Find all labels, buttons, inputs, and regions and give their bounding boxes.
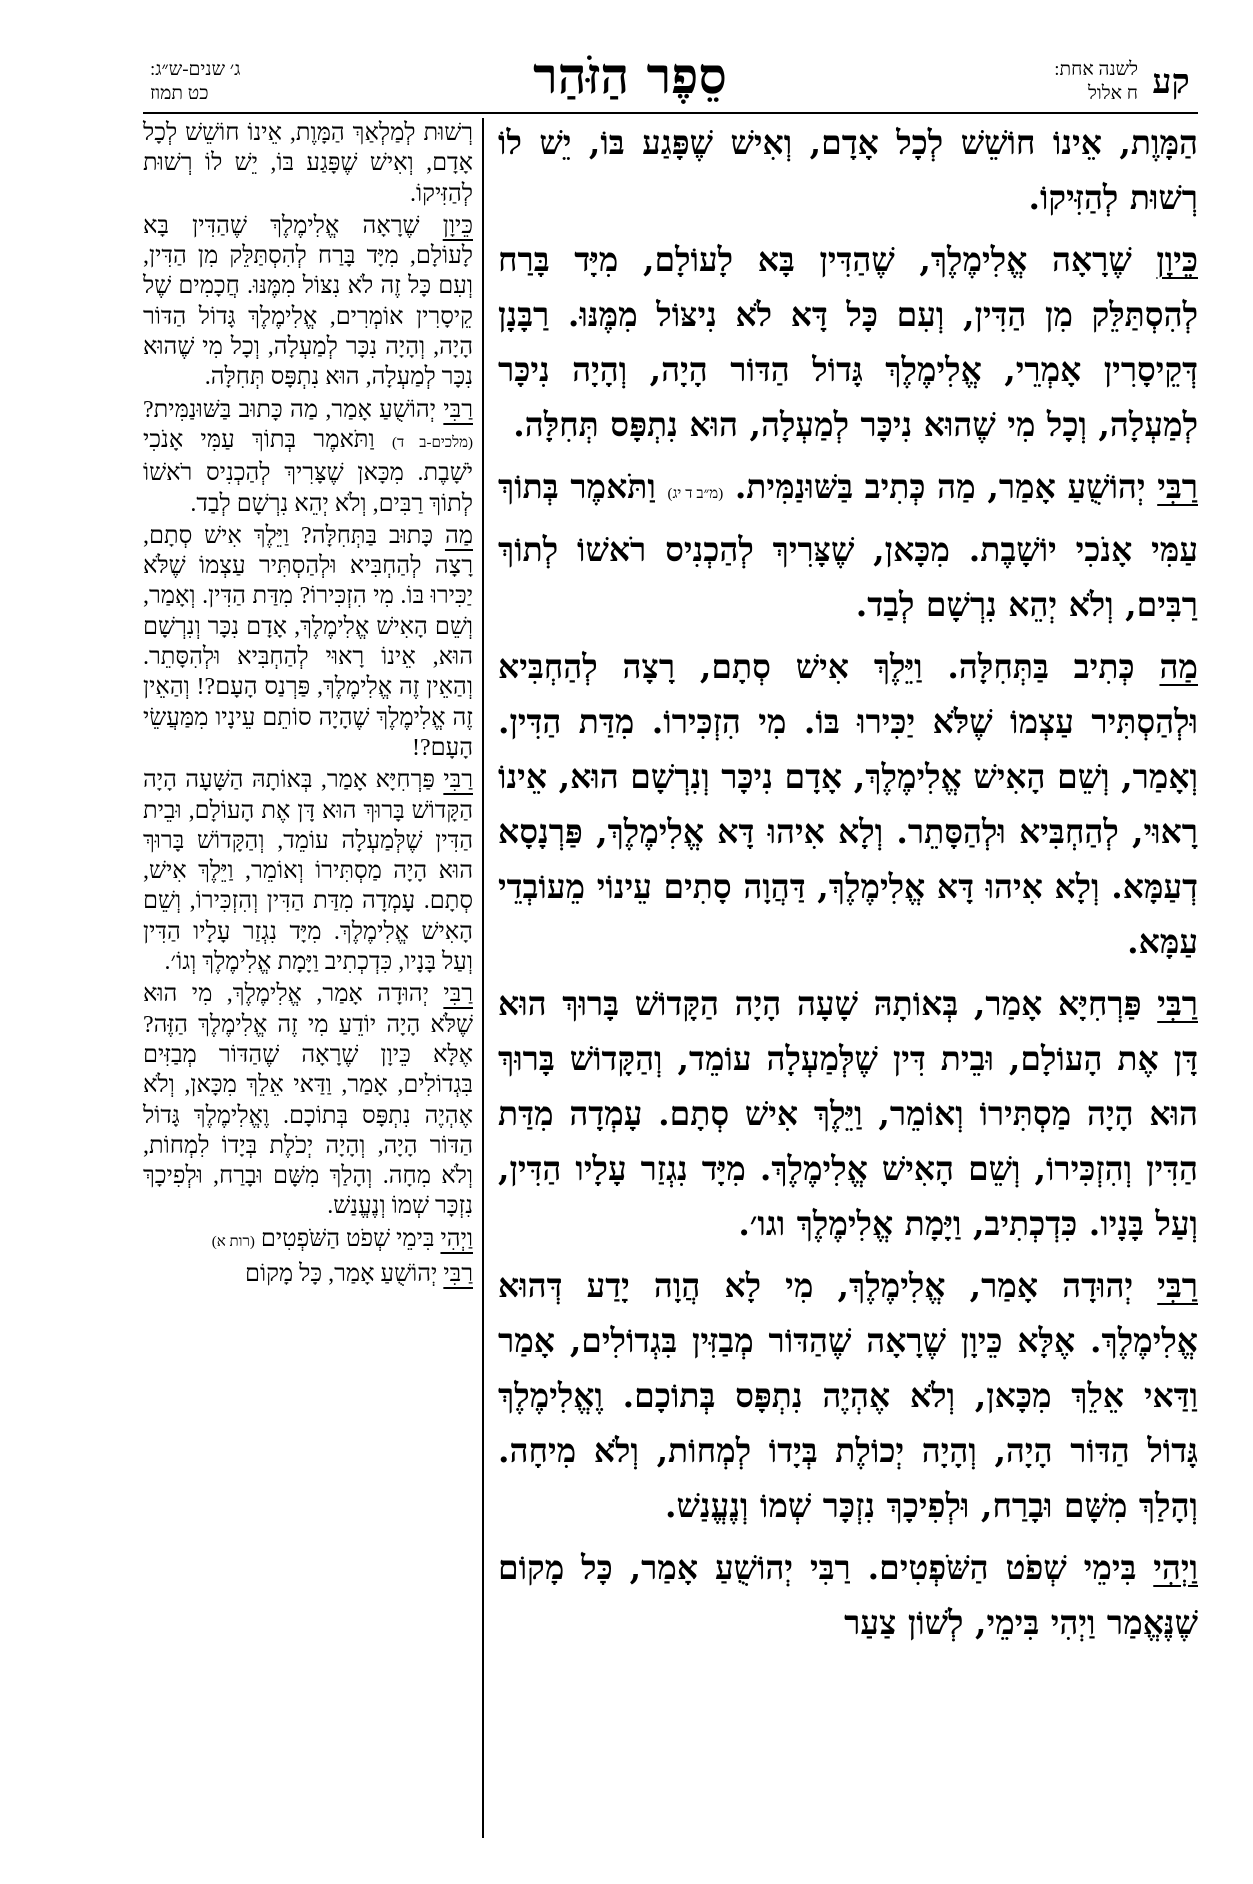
- side-paragraph: [143, 395, 473, 519]
- side-paragraph: [143, 118, 473, 209]
- header-right-line1: לשנה אחת:: [1054, 59, 1138, 80]
- main-paragraph: [498, 976, 1198, 1251]
- side-paragraph: [143, 979, 473, 1221]
- paragraph-text: בִּימֵי שְׁפֹט הַשֹּׁפְטִים. רַבִּי יְהוֹשֻׁעַ אָמַר, כָּל מָקוֹם שֶׁנֶּאֱמַר וַיְהִי בִּימֵי, לְשׁוֹן צַעַר: [498, 1548, 1198, 1642]
- opening-word: וַיְהִי: [440, 1225, 473, 1252]
- paragraph-text: שֶׁרָאָה אֱלִימֶלֶךְ, שֶׁהַדִּין בָּא לָעוֹלָם, מִיָּד בָּרַח לְהִסְתַּלֵּק מִן הַדִּין, וְעִם כָּל דָּא לֹא נִיצּוֹל מִמֶּנּוּ. רַבָּנָן דְּקֵיסָרִין אָמְרֵי, אֱלִימֶלֶךְ גָּדוֹל הַדּוֹר הָיָה, וְהָיָה נִיכָּר לְמַעְלָה, וְכָל מִי שֶׁהוּא נִיכָּר לְמַעְלָה, הוּא נִתְפָּס תְּחִלָּה.: [498, 240, 1198, 444]
- book-title: סֵפֶר הַזֹּהַר: [533, 46, 727, 105]
- opening-word: וַיְהִי: [1153, 1548, 1198, 1587]
- opening-word: רַבִּי: [1157, 984, 1198, 1023]
- paragraph-text: יְהוּדָה אָמַר, אֱלִימֶלֶךְ, מִי לָא הֲוָה יָדַע דְּהוּא אֱלִימֶלֶךְ. אֶלָּא כֵּיוָן שֶׁרָאָה שֶׁהַדּוֹר מְבַזִּין בִּגְדוֹלִים, אָמַר וַדַּאי אֵלֵךְ מִכָּאן, וְלֹא אֶהְיֶה נִתְפָּס בְּתוֹכָם. וֶאֱלִימֶלֶךְ גָּדוֹל הַדּוֹר הָיָה, וְהָיָה יְכוֹלֶת בְּיָדוֹ לְמְחוֹת, וְלֹא מִיחָה. וְהָלַךְ מִשָּׁם וּבָרַח, וּלְפִיכָךְ נִזְכָּר שְׁמוֹ וְנֶעֱנַשׁ.: [498, 1266, 1198, 1525]
- opening-word: רַבִּי: [1157, 1266, 1198, 1305]
- paragraph-text-continued: וַתֹּאמֶר בְּתוֹךְ עַמִּי אָנֹכִי יוֹשָׁבֶת. מִכָּאן, שֶׁצָּרִיךְ לְהַכְנִיס רֹאשׁוֹ לְתוֹךְ רַבִּים, וְלֹא יְהֵא נִרְשָׁם לְבַד.: [498, 467, 1198, 624]
- main-paragraph: [498, 639, 1198, 969]
- header-divider: [143, 112, 1198, 114]
- source-reference: (מלכים-ב ד): [391, 434, 473, 451]
- main-paragraph: [498, 459, 1198, 632]
- side-paragraph: [143, 1224, 473, 1257]
- main-paragraph: [498, 115, 1198, 225]
- paragraph-text: פַּרְחִיָּא אָמַר, בְּאוֹתָהּ הַשָּׁעָה הָיָה הַקָּדוֹשׁ בָּרוּךְ הוּא דָּן אֶת הָעוֹלָם, וּבֵית הַדִּין שֶׁלְּמַעְלָה עוֹמֵד, וְהַקָּדוֹשׁ בָּרוּךְ הוּא הָיָה מַסְתִּירוֹ וְאוֹמֵר, וַיֵּלֶךְ אִישׁ, סְתָם. עָמְדָה מִדַּת הַדִּין וְהִזְכִּירוֹ, וְשֵׁם הָאִישׁ אֱלִימֶלֶךְ. מִיָּד נִגְזַר עָלָיו הַדִּין וְעַל בָּנָיו, כִּדְכְתִיב וַיָּמָת אֱלִימֶלֶךְ וְגוֹ׳.: [143, 767, 473, 976]
- paragraph-text: פַּרְחִיָּא אָמַר, בְּאוֹתָהּ שָׁעָה הָיָה הַקָּדוֹשׁ בָּרוּךְ הוּא דָּן אֶת הָעוֹלָם, וּבֵית דִּין שֶׁלְּמַעְלָה עוֹמֵד, וְהַקָּדוֹשׁ בָּרוּךְ הוּא הָיָה מַסְתִּירוֹ וְאוֹמֵר, וַיֵּלֶךְ אִישׁ סְתָם. עָמְדָה מִדַּת הַדִּין וְהִזְכִּירוֹ, וְשֵׁם הָאִישׁ אֱלִימֶלֶךְ. מִיָּד נִגְזַר עָלָיו הַדִּין, וְעַל בָּנָיו. כִּדְכְתִיב, וַיָּמָת אֱלִימֶלֶךְ וגו׳.: [498, 984, 1198, 1243]
- opening-word: רַבִּי: [1157, 467, 1198, 506]
- header-right-line2: ח אלול: [1087, 83, 1138, 104]
- opening-word: מַה: [444, 522, 473, 549]
- header-left-line2: כט תמוז: [150, 83, 209, 104]
- opening-word: רַבִּי: [443, 396, 473, 423]
- column-divider: [482, 118, 484, 1838]
- paragraph-text: יְהוֹשֻׁעַ אָמַר, כָּל מָקוֹם: [244, 1260, 444, 1287]
- paragraph-text: כָּתוּב בַּתְּחִלָּה? וַיֵּלֶךְ אִישׁ סְתָם, רָצָה לְהַחְבִּיא וּלְהַסְתִּיר עַצְמוֹ שֶׁלֹּא יַכִּירוּ בּוֹ. מִי הִזְכִּירוֹ? מִדַּת הַדִּין. וְאָמַר, וְשֵׁם הָאִישׁ אֱלִימֶלֶךְ, אָדָם נִכָּר וְנִרְשָׁם הוּא, אֵינוֹ רָאוּי לְהַחְבִּיא וּלְהִסָּתֵר. וְהַאֵין זֶה אֱלִימֶלֶךְ, פַּרְנַס הָעָם?! וְהַאֵין זֶה אֱלִימֶלֶךְ שֶׁהָיָה סוֹתֵם עֵינָיו מִמַּעֲשֵׂי הָעָם?!: [143, 522, 473, 761]
- main-paragraph: [498, 232, 1198, 452]
- opening-word: כֵּיוָן: [442, 212, 473, 239]
- opening-word: כֵּיוָן: [1156, 240, 1198, 279]
- opening-word: מַה: [1159, 647, 1198, 686]
- paragraph-text: יְהוֹשֻׁעַ אָמַר, מַה כָּתוּב בַּשּׁוּנַמִּית?: [143, 396, 444, 423]
- paragraph-text: רְשׁוּת לְמַלְאַךְ הַמָּוֶת, אֵינוֹ חוֹשֵׁשׁ לְכָל אָדָם, וְאִישׁ שֶׁפָּגַע בּוֹ, יֵשׁ לוֹ רְשׁוּת לְהַזִּיקוֹ.: [143, 120, 473, 207]
- main-text-column: [498, 115, 1198, 1657]
- paragraph-text-continued: וַתֹּאמֶר בְּתוֹךְ עַמִּי אָנֹכִי יֹשָׁבֶת. מִכָּאן שֶׁצָּרִיךְ לְהַכְנִיס רֹאשׁוֹ לְתוֹךְ רַבִּים, וְלֹא יְהֵא נִרְשָׁם לְבַד.: [143, 426, 473, 517]
- source-reference: (רות א): [211, 1233, 255, 1250]
- paragraph-text: יְהוּדָה אָמַר, אֱלִימֶלֶךְ, מִי הוּא שֶׁלֹּא הָיָה יוֹדֵעַ מִי זֶה אֱלִימֶלֶךְ הַזֶּה? אֶלָּא כֵּיוָן שֶׁרָאָה שֶׁהַדּוֹר מְבַזִּים בִּגְדוֹלִים, אָמַר, וַדַּאי אֵלֵךְ מִכָּאן, וְלֹא אֶהְיֶה נִתְפָּס בְּתוֹכָם. וֶאֱלִימֶלֶךְ גָּדוֹל הַדּוֹר הָיָה, וְהָיָה יְכֹלֶת בְּיָדוֹ לִמְחוֹת, וְלֹא מִחָה. וְהָלַךְ מִשָּׁם וּבָרַח, וּלְפִיכָךְ נִזְכָּר שְׁמוֹ וְנֶעֱנַשׁ.: [143, 981, 473, 1220]
- header-left-line1: ג׳ שנים-ש״ג:: [150, 59, 241, 80]
- paragraph-text: יְהוֹשֻׁעַ אָמַר, מַה כְּתִיב בַּשּׁוּנַמִּית.: [723, 467, 1158, 506]
- main-paragraph: [498, 1540, 1198, 1650]
- paragraph-text: הַמָּוֶת, אֵינוֹ חוֹשֵׁשׁ לְכָל אָדָם, וְאִישׁ שֶׁפָּגַע בּוֹ, יֵשׁ לוֹ רְשׁוּת לְהַזִּיקוֹ.: [498, 123, 1198, 217]
- header-right-info: [938, 58, 1138, 106]
- side-paragraph: [143, 521, 473, 763]
- side-paragraph: [143, 765, 473, 977]
- page-number: קע: [1152, 62, 1190, 102]
- opening-word: רַבִּי: [443, 1260, 473, 1287]
- header-left-info: [150, 58, 370, 106]
- main-paragraph: [498, 1258, 1198, 1533]
- opening-word: רַבִּי: [443, 767, 473, 794]
- paragraph-text: כְּתִיב בַּתְּחִלָּה. וַיֵּלֶךְ אִישׁ סְתָם, רָצָה לְהַחְבִּיא וּלְהַסְתִּיר עַצְמוֹ שֶׁלֹּא יַכִּירוּ בּוֹ. מִי הִזְכִּירוֹ. מִדַּת הַדִּין. וְאָמַר, וְשֵׁם הָאִישׁ אֱלִימֶלֶךְ, אָדָם נִיכָּר וְנִרְשָׁם הוּא, אֵינוֹ רָאוּי, לְהַחְבִּיא וּלְהַסָּתֵר. וְלָא אִיהוּ דָּא אֱלִימֶלֶךְ, פַּרְנָסָא דְעַמָּא. וְלָא אִיהוּ דָּא אֱלִימֶלֶךְ, דַּהֲוָה סָתִים עֵינוֹי מֵעוֹבְדֵי עַמָּא.: [498, 647, 1198, 961]
- side-paragraph: [143, 1259, 473, 1289]
- paragraph-text: שֶׁרָאָה אֱלִימֶלֶךְ שֶׁהַדִּין בָּא לָעוֹלָם, מִיָּד בָּרַח לְהִסְתַּלֵּק מִן הַדִּין, וְעִם כָּל זֶה לֹא נִצּוֹל מִמֶּנּוּ. חֲכָמִים שֶׁל קֵיסָרִין אוֹמְרִים, אֱלִימֶלֶךְ גָּדוֹל הַדּוֹר הָיָה, וְהָיָה נִכָּר לְמַעְלָה, וְכָל מִי שֶׁהוּא נִכָּר לְמַעְלָה, הוּא נִתְפָּס תְּחִלָּה.: [143, 212, 473, 391]
- side-paragraph: [143, 211, 473, 393]
- source-reference: (מ״ב ד יג): [667, 486, 724, 502]
- paragraph-text: בִּימֵי שְׁפֹט הַשֹּׁפְטִים: [254, 1225, 441, 1252]
- translation-column: [143, 118, 473, 1291]
- opening-word: רַבִּי: [443, 981, 473, 1008]
